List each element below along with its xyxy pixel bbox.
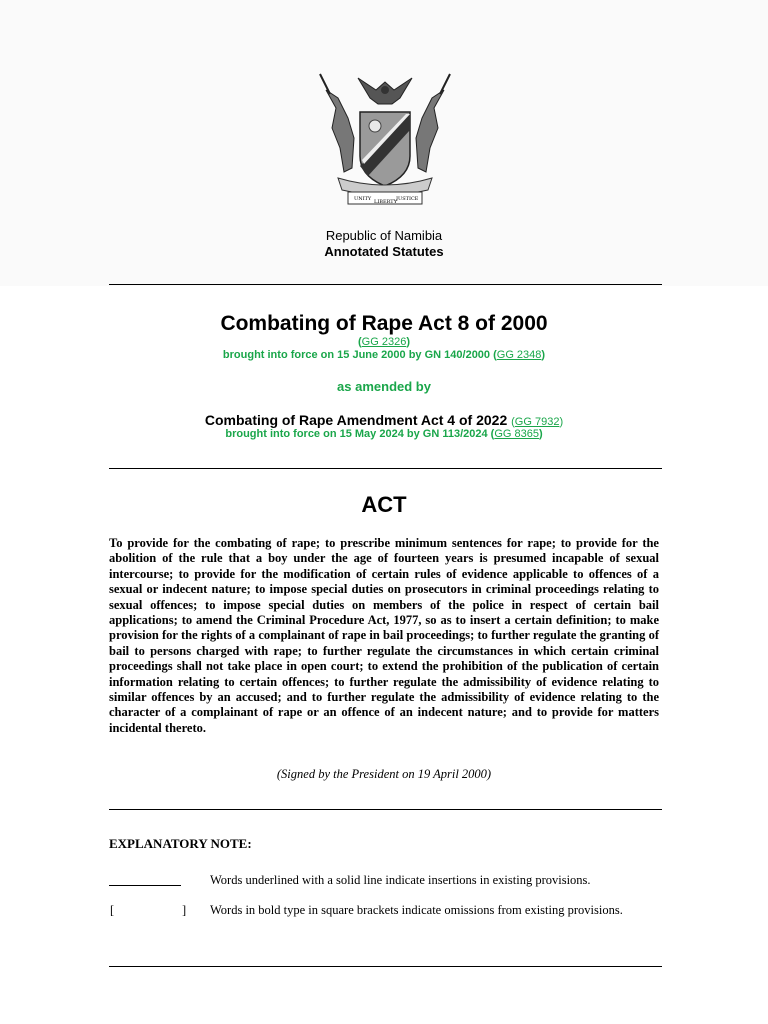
gazette-link[interactable]: GG 2326 [361,336,407,348]
motto-unity: UNITY [354,196,372,202]
commencement-suffix: ) [541,349,546,361]
motto-justice: JUSTICE [396,196,419,202]
publisher-line-2: Annotated Statutes [324,244,444,259]
amendment-line: Combating of Rape Amendment Act 4 of 2022 (GG 7932) [204,412,564,428]
publisher-line-1: Republic of Namibia [325,228,443,243]
signed-note: (Signed by the President on 19 April 2000) [276,767,492,781]
motto-liberty: LIBERTY [374,199,397,205]
underline-note: Words underlined with a solid line indicate insertions in existing provisions. [210,873,591,887]
act-title: Combating of Rape Act 8 of 2000 [220,312,548,335]
commencement-prefix: brought into force on 15 June 2000 by GN 140/2000 ( [222,349,497,361]
coat-of-arms-icon [318,68,452,208]
divider [109,966,662,967]
act-gazette-line: (GG 2326) [358,336,410,348]
long-title: To provide for the combating of rape; to prescribe minimum sentences for rape; to provide for the abolition of the rule that a boy under the age of fourteen years is presumed incapable of sexual intercourse; to provide for the modification of certain rules of evidence applicable to offences of a sexual or indecent nature; to impose special duties on prosecutors in criminal proceedings relating to sexual offences; to impose special duties on members of the police in respect of certain bail applications; to amend the Criminal Procedure Act, 1977, so as to insert a certain definition; to make provision for the rights of a complainant of rape in bail proceedings; to further regulate the granting of bail to persons charged with rape; to further regulate the circumstances in which certain criminal proceedings shall not take place in open court; to extend the prohibition of the publication of certain information relating to certain offences; to further regulate the admissibility of evidence relating to similar offences by an accused; and to further regulate the admissibility of evidence relating to the character of a complainant of rape or an offence of an indecent nature; and to provide for matters incidental thereto. [109,536,659,735]
underline-symbol [109,873,189,890]
amendment-commencement-suffix: ) [538,428,543,440]
divider [109,284,662,285]
amendment-commencement-line [0,428,768,440]
bracket-open: [ [110,903,115,917]
commencement-line [0,349,768,361]
amendment-gazette-link[interactable]: GG 7932 [514,416,560,428]
divider [109,809,662,810]
amendment-commencement-gazette-link[interactable]: GG 8365 [494,428,539,440]
explanatory-heading: EXPLANATORY NOTE: [109,836,252,851]
bracket-close: ] [182,903,187,917]
amended-by-label: as amended by [337,379,431,394]
amendment-title: Combating of Rape Amendment Act 4 of 2022 [204,412,508,428]
act-heading: ACT [361,492,407,517]
commencement-gazette-link[interactable]: GG 2348 [496,349,542,361]
bracket-note: Words in bold type in square brackets indicate omissions from existing provisions. [210,903,623,917]
divider [109,468,662,469]
amendment-commencement-prefix: brought into force on 15 May 2024 by GN 113/2024 ( [225,428,495,440]
